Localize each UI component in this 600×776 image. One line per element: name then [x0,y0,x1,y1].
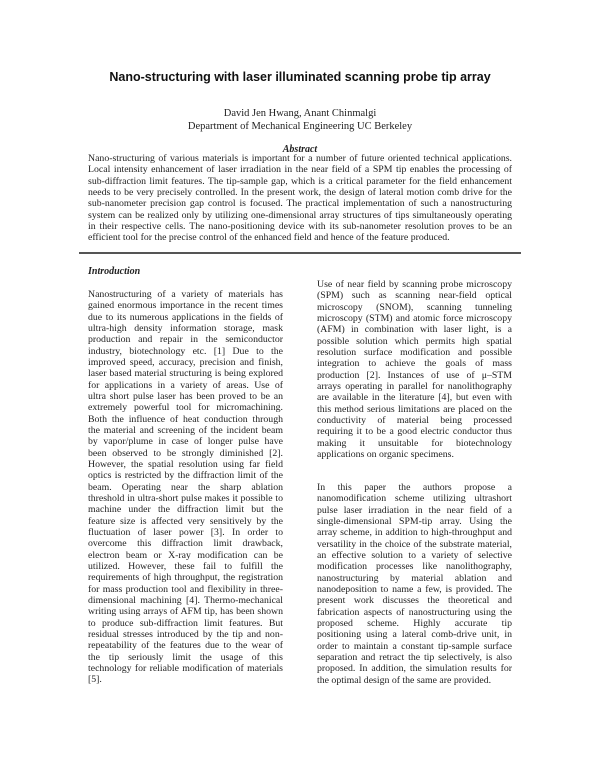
text-line: the tip seriously limit the usage of this [88,651,283,663]
introduction-right-paragraph-1 [317,279,512,460]
text-line: order to maintain a constant tip-sample surface [317,640,512,652]
text-line: Nano-structuring of various materials is important for a number of future oriented technical applications. [88,153,512,164]
text-line: needs to be very precisely controlled. In the present work, the design of lateral motion comb drive for the [88,186,512,198]
text-line: in their respective cells. The nano-positioning device with its sub-nanometer resolution proves to be an [88,220,512,232]
text-line: Local intensity enhancement of laser irradiation in the near field of a SPM tip enables the processing of [88,164,512,176]
text-line: possible solution which permits high spatial [317,335,512,347]
text-line: versatility in the choice of the substrate material, [317,538,512,550]
authors: David Jen Hwang, Anant Chinmalgi [223,108,377,119]
text-line: the material and screening of the incident beam [88,424,283,436]
text-line: technology for reliable modification of materials [88,662,283,674]
text-line: writing using arrays of AFM tip, has been shown [88,606,283,618]
text-line: feature size is affected very sensitively by the [88,515,283,527]
text-line: by vapor/plume in case of longer pulse have [88,436,283,448]
text-line: Nanostructuring of a variety of materials has [88,289,283,300]
text-line: laser based material structuring is being explored [88,368,283,380]
text-line: an effective solution to a variety of selective [317,549,512,561]
introduction-left-column [88,289,283,685]
text-line: applications on organic specimens. [317,448,454,460]
text-line: modification processes like nanolithography, [317,561,512,573]
text-line: conductivity of material being processed [317,414,512,426]
text-line: threshold in ultra-short pulse makes it possible to [88,492,283,504]
text-line: dimensional machining [4]. Thermo-mechanical [88,594,283,606]
introduction-heading: Introduction [88,266,141,277]
text-line: Both the influence of heat conduction through [88,413,283,425]
text-line: requirements of high throughput, the registration [88,572,283,584]
text-line: ultra-high density information storage, mask [88,322,283,334]
text-line: been observed to be strongly diminished [2]. [88,447,283,459]
author-block [0,107,600,133]
text-line: for applications in a variety of areas. Use of [88,379,283,391]
text-line: industry, biotechnology etc. [1] Due to the [88,345,283,357]
affiliation: Department of Mechanical Engineering UC Berkeley [187,121,413,132]
section-divider [79,252,521,254]
text-line: Use of near field by scanning probe microscopy [317,279,512,290]
text-line: requiring it to be a good electric conductor thus [317,426,512,438]
text-line: to produce sub-diffraction limit features. But [88,617,283,629]
text-line: fluctuation of laser power [3]. In order to [88,526,283,538]
text-line: fabrication aspects of nanostructuring using the [317,606,512,618]
text-line: positioning using a lateral comb-drive unit, in [317,629,512,641]
text-line: the optimal design of the same are provided. [317,674,492,686]
text-line: microscopy (SNOM), scanning tunneling [317,301,512,313]
text-line: sub-diffraction limit features. The tip-sample gap, which is a critical parameter for the field enhancement [88,175,512,187]
text-line: (AFM) in combination with laser light, is a [317,324,512,336]
text-line: are available in the literature [4], but even with [317,392,512,404]
abstract-heading: Abstract [282,144,318,155]
text-line: nanostructuring by material ablation and [317,572,512,584]
text-line: integration to achieve the goals of mass [317,358,512,370]
text-line: nanomodification scheme utilizing ultrashort [317,493,512,505]
text-line: this method serious limitations are placed on the [317,403,512,415]
text-line: electron beam or X-ray modification can be [88,549,283,561]
introduction-right-paragraph-2 [317,482,512,686]
abstract-text [88,153,512,244]
text-line: repeatability of the features due to the wear of [88,640,283,652]
text-line: machine under the diffraction limit but the [88,504,283,516]
text-line: system can be realized only by utilizing one-dimensional array structures of tips simultaneously operating [88,209,512,221]
text-line: arrays operating in parallel for nanolithography [317,380,512,392]
text-line: production [2]. Instances of use of μ–STM [317,369,512,381]
text-line: proposed. In addition, the simulation results for [317,663,512,675]
text-line: ultra short pulse laser has been proved to be an [88,390,283,402]
text-line: improved speed, accuracy, precision and finish, [88,356,283,368]
text-line: microscopy (STM) and atomic force microscopy [317,312,512,324]
text-line: overcome this diffraction limit drawback, [88,538,283,550]
text-line: utilized. However, these fail to fulfill the [88,560,283,572]
text-line: (SPM) such as scanning near-field optical [317,290,512,302]
paper-title: Nano-structuring with laser illuminated scanning probe tip array [109,70,491,84]
text-line: efficient tool for the precise control of the enhanced field and hence of the feature produced. [88,232,450,244]
text-line: nanodeposition to name a few, is provided. The [317,583,512,595]
text-line: beam. Operating near the sharp ablation [88,481,283,493]
text-line: due to its numerous applications in the fields of [88,311,283,323]
text-line: However, the spatial resolution using far field [88,458,283,470]
text-line: In this paper the authors propose a [317,482,512,493]
text-line: for mass production tool and flexibility in three- [88,583,283,595]
text-line: optics is restricted by the diffraction limit of the [88,470,283,482]
text-line: pulse laser irradiation in the near field of a [317,504,512,516]
text-line: residual stresses introduced by the tip and non- [88,628,283,640]
text-line: separation and retract the tip selectively, is also [317,651,512,663]
text-line: gained enormous importance in the recent times [88,300,283,312]
text-line: [5]. [88,674,102,686]
text-line: resolution surface modification and possible [317,346,512,358]
text-line: array scheme, in addition to high-throughput and [317,527,512,539]
text-line: proposed scheme. Highly accurate tip [317,617,512,629]
text-line: present work discusses the theoretical and [317,595,512,607]
text-line: production and repair in the semiconductor [88,334,283,346]
text-line: making it unsuitable for biotechnology [317,437,512,449]
text-line: sub-nanometer precision gap control is focused. The practical implementation of such a nanostructuring [88,198,512,210]
text-line: single-dimensional SPM-tip array. Using the [317,515,512,527]
text-line: extremely powerful tool for micromachining. [88,402,283,414]
